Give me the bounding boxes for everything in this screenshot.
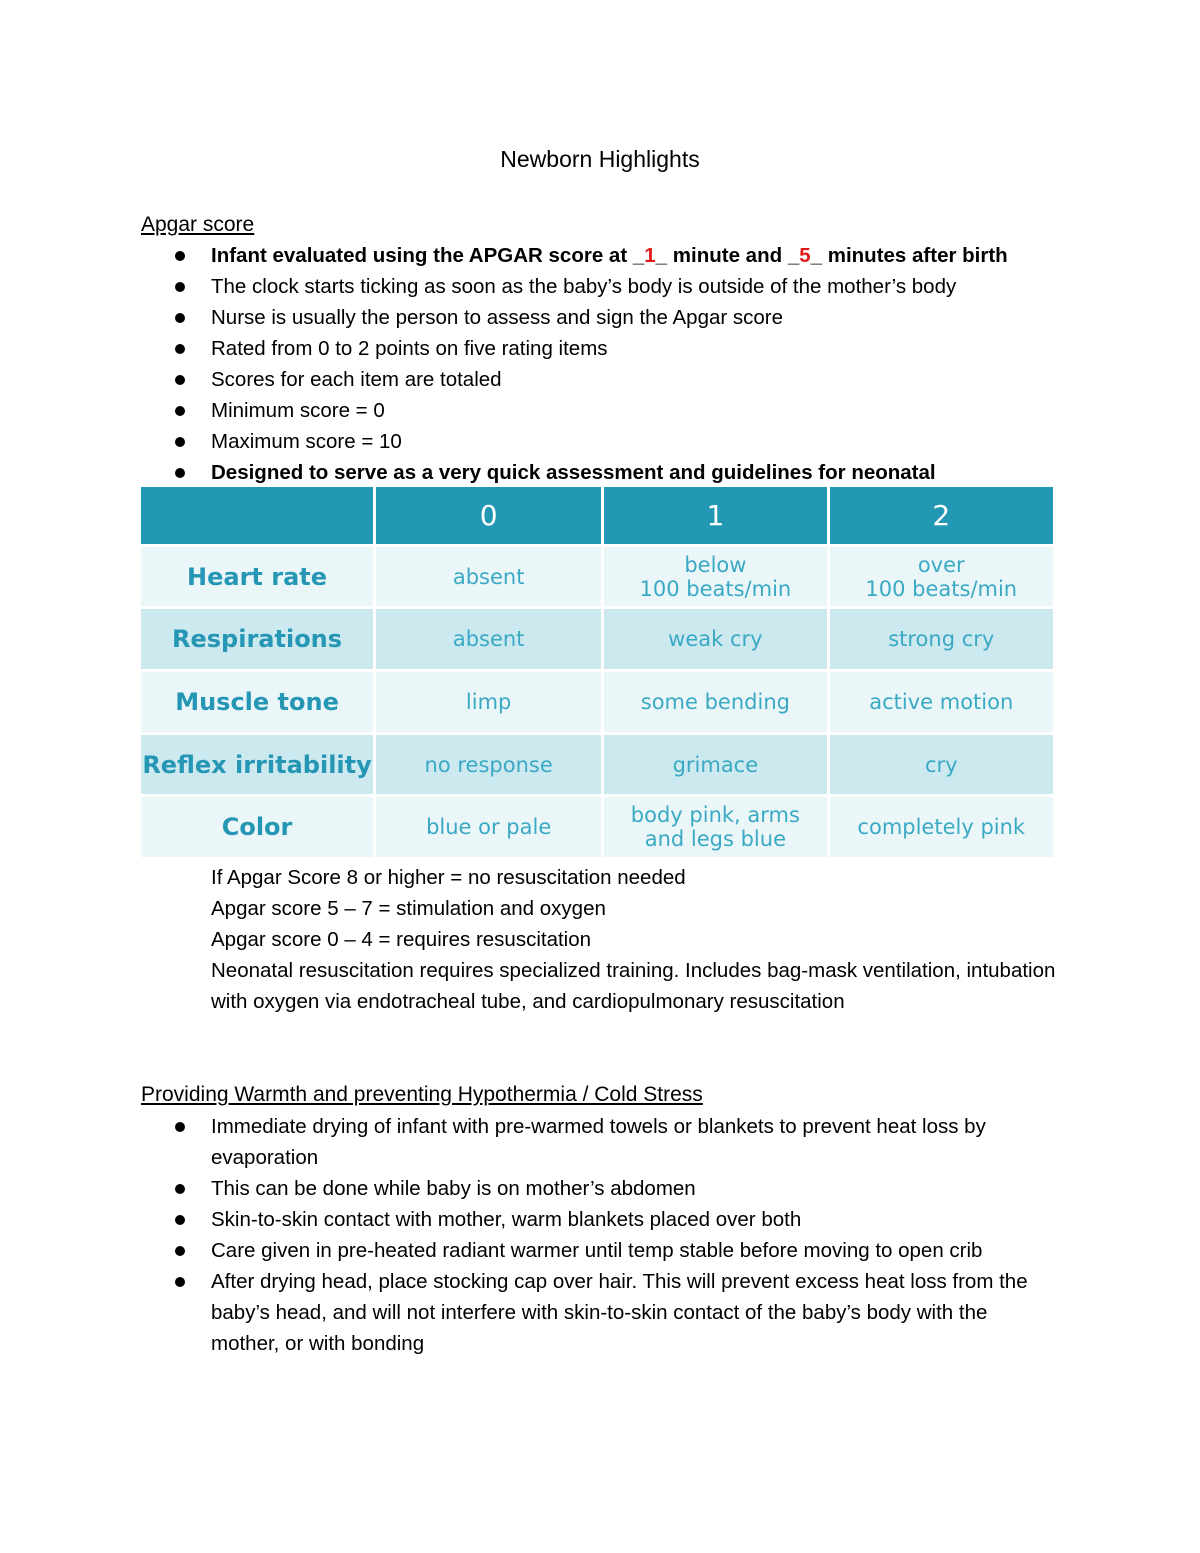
list-item: This can be done while baby is on mother’s abdomen — [141, 1173, 1061, 1204]
bullet-icon — [175, 1277, 185, 1287]
list-item: Care given in pre-heated radiant warmer until temp stable before moving to open crib — [141, 1235, 1061, 1266]
list-item: After drying head, place stocking cap over hair. This will prevent excess heat loss from the baby’s head, and will not interfere with skin-to-skin contact of the baby’s body with the mother, or with bonding — [141, 1266, 1061, 1359]
table-cell: below 100 beats/min — [604, 547, 826, 609]
bullet-icon — [175, 1215, 185, 1225]
apgar-score-table — [138, 487, 1056, 860]
table-cell: absent — [376, 547, 601, 609]
bullet-icon — [175, 1122, 185, 1132]
list-item: Skin-to-skin contact with mother, warm blankets placed over both — [141, 1204, 1061, 1235]
table-cell: weak cry — [604, 609, 826, 672]
bullet-icon — [175, 313, 185, 323]
list-item: Minimum score = 0 — [141, 395, 1061, 426]
table-header-cell: 2 — [830, 487, 1053, 547]
table-cell: cry — [830, 735, 1053, 797]
bullet-icon — [175, 437, 185, 447]
table-header-row — [141, 487, 1053, 547]
list-item: The clock starts ticking as soon as the baby’s body is outside of the mother’s body — [141, 271, 1061, 302]
list-item: Rated from 0 to 2 points on five rating items — [141, 333, 1061, 364]
table-row — [141, 609, 1053, 672]
table-row — [141, 672, 1053, 735]
table-row-label: Heart rate — [141, 547, 373, 609]
table-row-label: Muscle tone — [141, 672, 373, 735]
apgar-second-minute-value: 5 — [799, 244, 811, 267]
table-cell: some bending — [604, 672, 826, 735]
table-row-label: Respirations — [141, 609, 373, 672]
bullet-icon — [175, 406, 185, 416]
note-line: Apgar score 0 – 4 = requires resuscitation — [211, 928, 592, 951]
bullet-icon — [175, 1184, 185, 1194]
apgar-heading: Apgar score — [141, 213, 255, 236]
list-item: Immediate drying of infant with pre-warmed towels or blankets to prevent heat loss by evaporation — [141, 1111, 1061, 1173]
table-cell: strong cry — [830, 609, 1053, 672]
table-cell: completely pink — [830, 797, 1053, 860]
list-item: Nurse is usually the person to assess and sign the Apgar score — [141, 302, 1061, 333]
list-item: Designed to serve as a very quick assessment and guidelines for neonatal — [141, 457, 1061, 519]
table-header-cell — [141, 487, 373, 547]
note-line: Neonatal resuscitation requires specialized training. Includes bag-mask ventilation, intubation with oxygen via endotracheal tube, and cardiopulmonary resuscitation — [211, 959, 1056, 1013]
table-cell: grimace — [604, 735, 826, 797]
table-header-cell: 0 — [376, 487, 601, 547]
table-row — [141, 797, 1053, 860]
table-row — [141, 735, 1053, 797]
table-cell: over 100 beats/min — [830, 547, 1053, 609]
bullet-icon — [175, 282, 185, 292]
table-row-label: Reflex irritability — [141, 735, 373, 797]
apgar-first-minute-value: 1 — [644, 244, 656, 267]
table-cell: blue or pale — [376, 797, 601, 860]
table-cell: no response — [376, 735, 601, 797]
bullet-icon — [175, 375, 185, 385]
table-cell: absent — [376, 609, 601, 672]
list-item: Infant evaluated using the APGAR score at _1_ minute and _5_ minutes after birth — [141, 240, 1061, 271]
table-cell: limp — [376, 672, 601, 735]
warmth-heading: Providing Warmth and preventing Hypothermia / Cold Stress — [141, 1083, 703, 1106]
apgar-bullet-list — [141, 240, 1061, 519]
table-row — [141, 547, 1053, 609]
table-header-cell: 1 — [604, 487, 826, 547]
bullet-icon — [175, 251, 185, 261]
note-line: Apgar score 5 – 7 = stimulation and oxygen — [211, 897, 606, 920]
bullet-icon — [175, 468, 185, 478]
page-title: Newborn Highlights — [500, 146, 700, 172]
list-item: Maximum score = 10 — [141, 426, 1061, 457]
bullet-icon — [175, 1246, 185, 1256]
table-cell: active motion — [830, 672, 1053, 735]
warmth-bullet-list — [141, 1111, 1061, 1359]
note-line: If Apgar Score 8 or higher = no resuscitation needed — [211, 866, 686, 889]
table-row-label: Color — [141, 797, 373, 860]
bullet-icon — [175, 344, 185, 354]
table-cell: body pink, arms and legs blue — [604, 797, 826, 860]
apgar-notes — [211, 862, 1071, 1017]
list-item: Scores for each item are totaled — [141, 364, 1061, 395]
